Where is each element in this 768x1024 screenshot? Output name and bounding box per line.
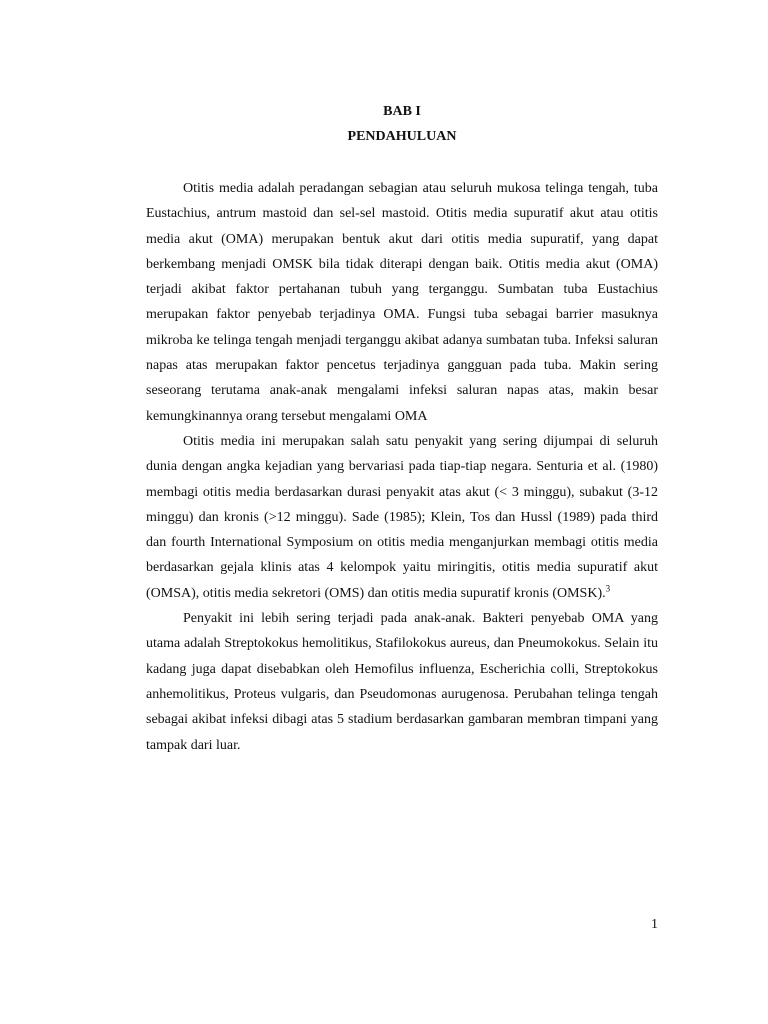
paragraph-text: Otitis media ini merupakan salah satu penyakit yang sering dijumpai di seluruh dunia dengan angka kejadian yang bervariasi pada tiap-tiap negara. Senturia et al. (1980) membagi otitis media berdasarkan durasi penyakit atas akut (< 3 minggu), subakut (3-12 minggu) dan kronis (>12 minggu). Sade (1985); Klein, Tos dan Hussl (1989) pada third dan fourth International Symposium on otitis media menganjurkan membagi otitis media berdasarkan gejala klinis atas 4 kelompok yaitu miringitis, otitis media supuratif akut (OMSA), otitis media sekretori (OMS) dan otitis media supuratif kronis (OMSK). bbox=[146, 433, 658, 601]
page-number: 1 bbox=[651, 917, 658, 932]
footnote-reference: 3 bbox=[605, 583, 611, 594]
chapter-title: PENDAHULUAN bbox=[347, 129, 457, 144]
chapter-number: BAB I bbox=[383, 104, 421, 119]
paragraph bbox=[146, 429, 658, 606]
body-text bbox=[146, 176, 658, 758]
paragraph: Penyakit ini lebih sering terjadi pada anak-anak. Bakteri penyebab OMA yang utama adalah Streptokokus hemolitikus, Stafilokokus aureus, dan Pneumokokus. Selain itu kadang juga dapat disebabkan oleh Hemofilus influenza, Escherichia colli, Streptokokus anhemolitikus, Proteus vulgaris, dan Pseudomonas aurugenosa. Perubahan telinga tengah sebagai akibat infeksi dibagi atas 5 stadium berdasarkan gambaran membran timpani yang tampak dari luar. bbox=[146, 611, 658, 753]
paragraph: Otitis media adalah peradangan sebagian atau seluruh mukosa telinga tengah, tuba Eustachius, antrum mastoid dan sel-sel mastoid. Otitis media supuratif akut atau otitis media akut (OMA) merupakan bentuk akut dari otitis media supuratif, yang dapat berkembang menjadi OMSK bila tidak diterapi dengan baik. Otitis media akut (OMA) terjadi akibat faktor pertahanan tubuh yang terganggu. Sumbatan tuba Eustachius merupakan faktor penyebab terjadinya OMA. Fungsi tuba sebagai barrier masuknya mikroba ke telinga tengah menjadi terganggu akibat adanya sumbatan tuba. Infeksi saluran napas atas merupakan faktor pencetus terjadinya gangguan pada tuba. Makin sering seseorang terutama anak-anak mengalami infeksi saluran napas atas, makin besar kemungkinannya orang tersebut mengalami OMA bbox=[146, 181, 658, 424]
